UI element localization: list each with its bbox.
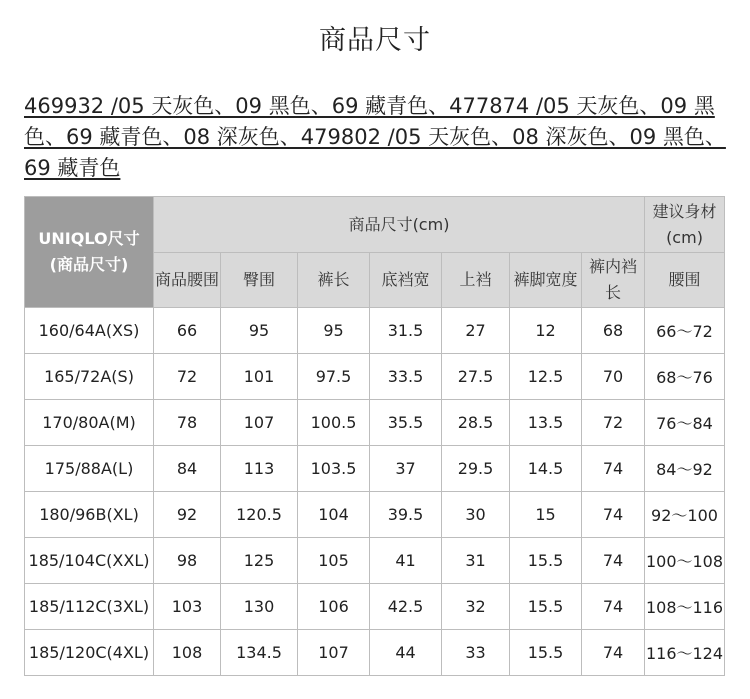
table-cell: 92～100	[645, 492, 725, 538]
table-row	[25, 584, 725, 630]
table-cell: 120.5	[221, 492, 298, 538]
group-header-product-size: 商品尺寸(cm)	[154, 197, 645, 253]
table-cell: 15.5	[510, 538, 582, 584]
table-row	[25, 630, 725, 676]
recommended-line1: 建议身材	[652, 201, 717, 221]
table-cell: 35.5	[370, 400, 442, 446]
table-cell: 107	[221, 400, 298, 446]
table-cell: 74	[582, 492, 645, 538]
column-header: 底裆宽	[370, 253, 442, 308]
table-cell: 95	[298, 308, 370, 354]
row-size-label: 160/64A(XS)	[25, 308, 154, 354]
table-cell: 15	[510, 492, 582, 538]
table-cell: 13.5	[510, 400, 582, 446]
column-header: 腰围	[645, 253, 725, 308]
table-cell: 98	[154, 538, 221, 584]
table-cell: 74	[582, 584, 645, 630]
table-cell: 31.5	[370, 308, 442, 354]
table-cell: 74	[582, 538, 645, 584]
table-cell: 72	[582, 400, 645, 446]
column-header: 上裆	[442, 253, 510, 308]
table-cell: 74	[582, 446, 645, 492]
table-cell: 72	[154, 354, 221, 400]
table-cell: 33	[442, 630, 510, 676]
table-cell: 12.5	[510, 354, 582, 400]
table-cell: 106	[298, 584, 370, 630]
table-cell: 103.5	[298, 446, 370, 492]
table-cell: 41	[370, 538, 442, 584]
table-cell: 100～108	[645, 538, 725, 584]
row-size-label: 185/112C(3XL)	[25, 584, 154, 630]
table-row	[25, 538, 725, 584]
table-cell: 14.5	[510, 446, 582, 492]
table-cell: 15.5	[510, 584, 582, 630]
table-cell: 68～76	[645, 354, 725, 400]
table-cell: 134.5	[221, 630, 298, 676]
table-cell: 66	[154, 308, 221, 354]
column-header: 裤长	[298, 253, 370, 308]
row-size-label: 185/104C(XXL)	[25, 538, 154, 584]
table-cell: 105	[298, 538, 370, 584]
table-cell: 113	[221, 446, 298, 492]
recommended-line2: (cm)	[666, 227, 703, 247]
table-cell: 76～84	[645, 400, 725, 446]
table-cell: 108～116	[645, 584, 725, 630]
size-table	[24, 196, 725, 676]
group-header-recommended	[645, 197, 725, 253]
table-cell: 32	[442, 584, 510, 630]
table-cell: 103	[154, 584, 221, 630]
table-cell: 44	[370, 630, 442, 676]
table-cell: 116～124	[645, 630, 725, 676]
row-size-label: 170/80A(M)	[25, 400, 154, 446]
table-cell: 15.5	[510, 630, 582, 676]
row-size-label: 180/96B(XL)	[25, 492, 154, 538]
table-cell: 68	[582, 308, 645, 354]
page-title: 商品尺寸	[319, 25, 431, 56]
column-header: 裤脚宽度	[510, 253, 582, 308]
table-cell: 100.5	[298, 400, 370, 446]
table-cell: 37	[370, 446, 442, 492]
table-cell: 130	[221, 584, 298, 630]
size-header-line1: UNIQLO尺寸	[38, 229, 140, 248]
table-cell: 39.5	[370, 492, 442, 538]
table-cell: 31	[442, 538, 510, 584]
table-cell: 42.5	[370, 584, 442, 630]
column-header: 商品腰围	[154, 253, 221, 308]
table-row	[25, 308, 725, 354]
table-cell: 84～92	[645, 446, 725, 492]
table-cell: 78	[154, 400, 221, 446]
table-cell: 12	[510, 308, 582, 354]
table-cell: 28.5	[442, 400, 510, 446]
table-cell: 27.5	[442, 354, 510, 400]
table-cell: 104	[298, 492, 370, 538]
table-row	[25, 354, 725, 400]
table-cell: 108	[154, 630, 221, 676]
table-cell: 107	[298, 630, 370, 676]
table-cell: 27	[442, 308, 510, 354]
table-row	[25, 492, 725, 538]
row-size-label: 185/120C(4XL)	[25, 630, 154, 676]
table-row	[25, 400, 725, 446]
size-header-cell	[25, 197, 154, 308]
table-cell: 84	[154, 446, 221, 492]
table-cell: 92	[154, 492, 221, 538]
column-header: 裤内裆长	[582, 253, 645, 308]
table-cell: 33.5	[370, 354, 442, 400]
table-cell: 97.5	[298, 354, 370, 400]
table-cell: 74	[582, 630, 645, 676]
table-cell: 30	[442, 492, 510, 538]
row-size-label: 175/88A(L)	[25, 446, 154, 492]
table-cell: 95	[221, 308, 298, 354]
table-cell: 125	[221, 538, 298, 584]
product-description: 469932 /05 天灰色、09 黑色、69 藏青色、477874 /05 天灰色、09 黑色、69 藏青色、08 深灰色、479802 /05 天灰色、08 深灰色、09 黑色、69 藏青色	[24, 94, 726, 180]
table-cell: 101	[221, 354, 298, 400]
column-header: 臀围	[221, 253, 298, 308]
table-cell: 29.5	[442, 446, 510, 492]
table-cell: 70	[582, 354, 645, 400]
table-row	[25, 446, 725, 492]
row-size-label: 165/72A(S)	[25, 354, 154, 400]
table-cell: 66～72	[645, 308, 725, 354]
size-header-line2: (商品尺寸)	[49, 255, 129, 274]
